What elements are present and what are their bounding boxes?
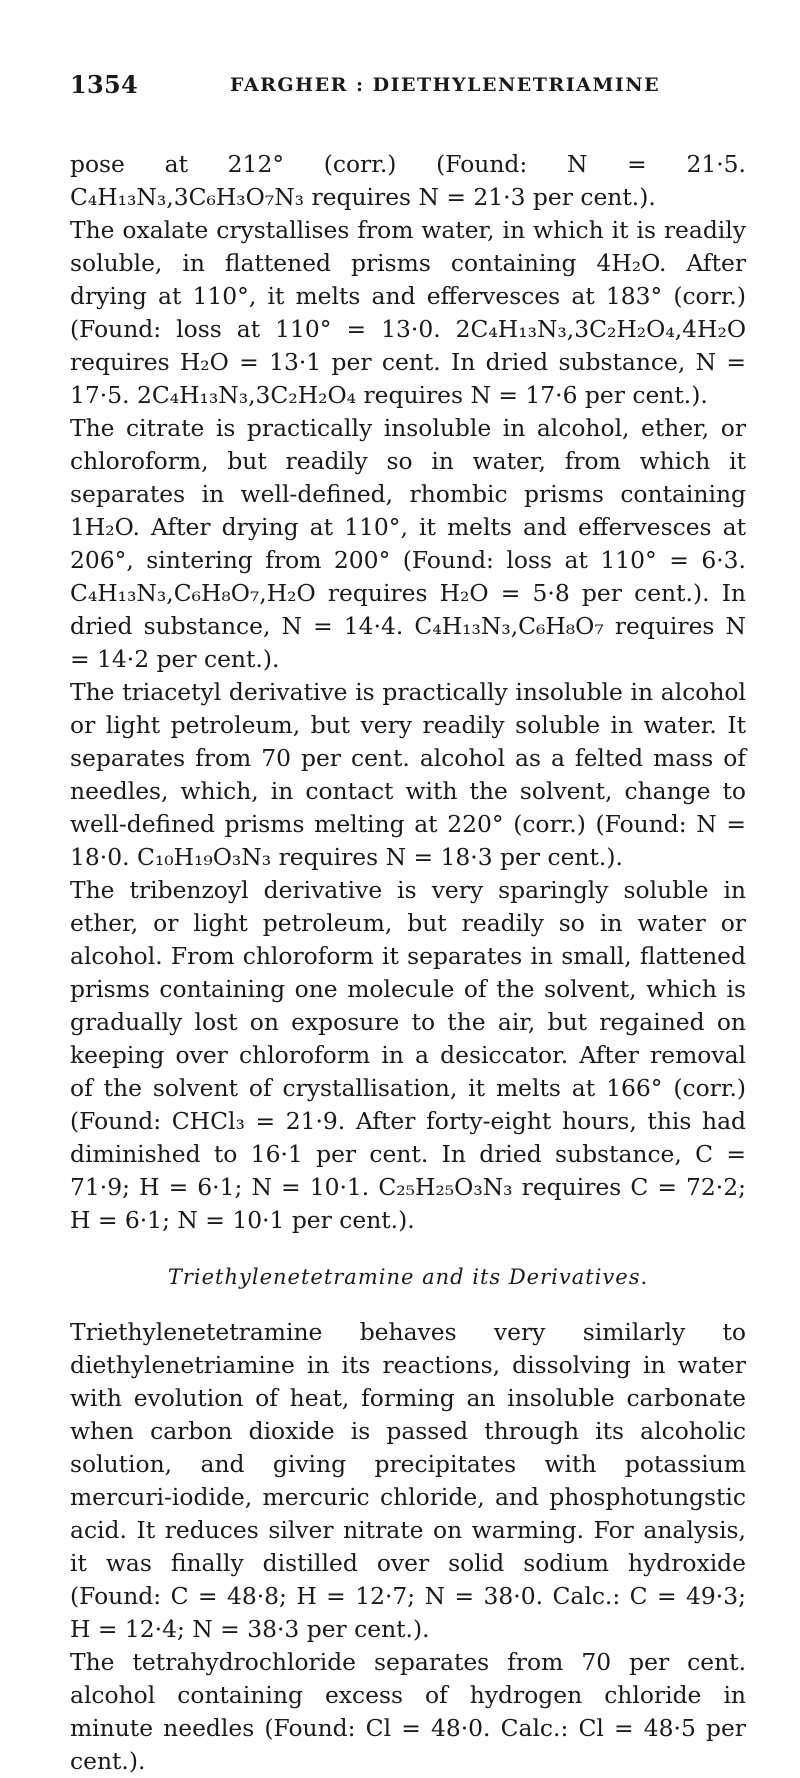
- paragraph-triacetyl: The triacetyl derivative is practically insoluble in alcohol or light petroleum, but very readily soluble in water. It separates from 70 per cent. alcohol as a felted mass of needles, which, in contact with the solvent, change to well-defined prisms melting at 220° (corr.) (Found: N = 18·0. C₁₀H₁₉O₃N₃ requires N = 18·3 per cent.).: [70, 678, 746, 871]
- paragraph-oxalate: The oxalate crystallises from water, in which it is readily soluble, in flattened prisms containing 4H₂O. After drying at 110°, it melts and effervesces at 183° (corr.) (Found: loss at 110° = 13·0. 2C₄H₁₃N₃,3C₂H₂O₄,4H₂O requires H₂O = 13·1 per cent. In dried substance, N = 17·5. 2C₄H₁₃N₃,3C₂H₂O₄ requires N = 17·6 per cent.).: [70, 216, 746, 409]
- page-number: 1354: [70, 70, 138, 99]
- section-heading: Triethylenetetramine and its Derivatives.: [167, 1265, 649, 1289]
- paragraph-continuation: pose at 212° (corr.) (Found: N = 21·5. C₄H₁₃N₃,3C₆H₃O₇N₃ requires N = 21·3 per cent.).: [70, 150, 746, 211]
- running-title: FARGHER : DIETHYLENETRIAMINE: [230, 74, 661, 96]
- body-text: [70, 148, 746, 1778]
- paragraph-triethylenetetramine: Triethylenetetramine behaves very similarly to diethylenetriamine in its reactions, dissolving in water with evolution of heat, forming an insoluble carbonate when carbon dioxide is passed through its alcoholic solution, and giving precipitates with potassium mercuri-iodide, mercuric chloride, and phosphotungstic acid. It reduces silver nitrate on warming. For analysis, it was finally distilled over solid sodium hydroxide (Found: C = 48·8; H = 12·7; N = 38·0. Calc.: C = 49·3; H = 12·4; N = 38·3 per cent.).: [70, 1318, 746, 1643]
- paragraph-tetrahydrochloride: The tetrahydrochloride separates from 70 per cent. alcohol containing excess of hydrogen chloride in minute needles (Found: Cl = 48·0. Calc.: Cl = 48·5 per cent.).: [70, 1648, 746, 1775]
- running-header: [70, 70, 742, 110]
- paragraph-citrate: The citrate is practically insoluble in alcohol, ether, or chloroform, but readily so in water, from which it separates in well-defined, rhombic prisms containing 1H₂O. After drying at 110°, it melts and effervesces at 206°, sintering from 200° (Found: loss at 110° = 6·3. C₄H₁₃N₃,C₆H₈O₇,H₂O requires H₂O = 5·8 per cent.). In dried substance, N = 14·4. C₄H₁₃N₃,C₆H₈O₇ requires N = 14·2 per cent.).: [70, 414, 746, 673]
- paragraph-tribenzoyl: The tribenzoyl derivative is very sparingly soluble in ether, or light petroleum, but readily so in water or alcohol. From chloroform it separates in small, flattened prisms containing one molecule of the solvent, which is gradually lost on exposure to the air, but regained on keeping over chloroform in a desiccator. After removal of the solvent of crystallisation, it melts at 166° (corr.) (Found: CHCl₃ = 21·9. After forty-eight hours, this had diminished to 16·1 per cent. In dried substance, C = 71·9; H = 6·1; N = 10·1. C₂₅H₂₅O₃N₃ requires C = 72·2; H = 6·1; N = 10·1 per cent.).: [70, 876, 746, 1234]
